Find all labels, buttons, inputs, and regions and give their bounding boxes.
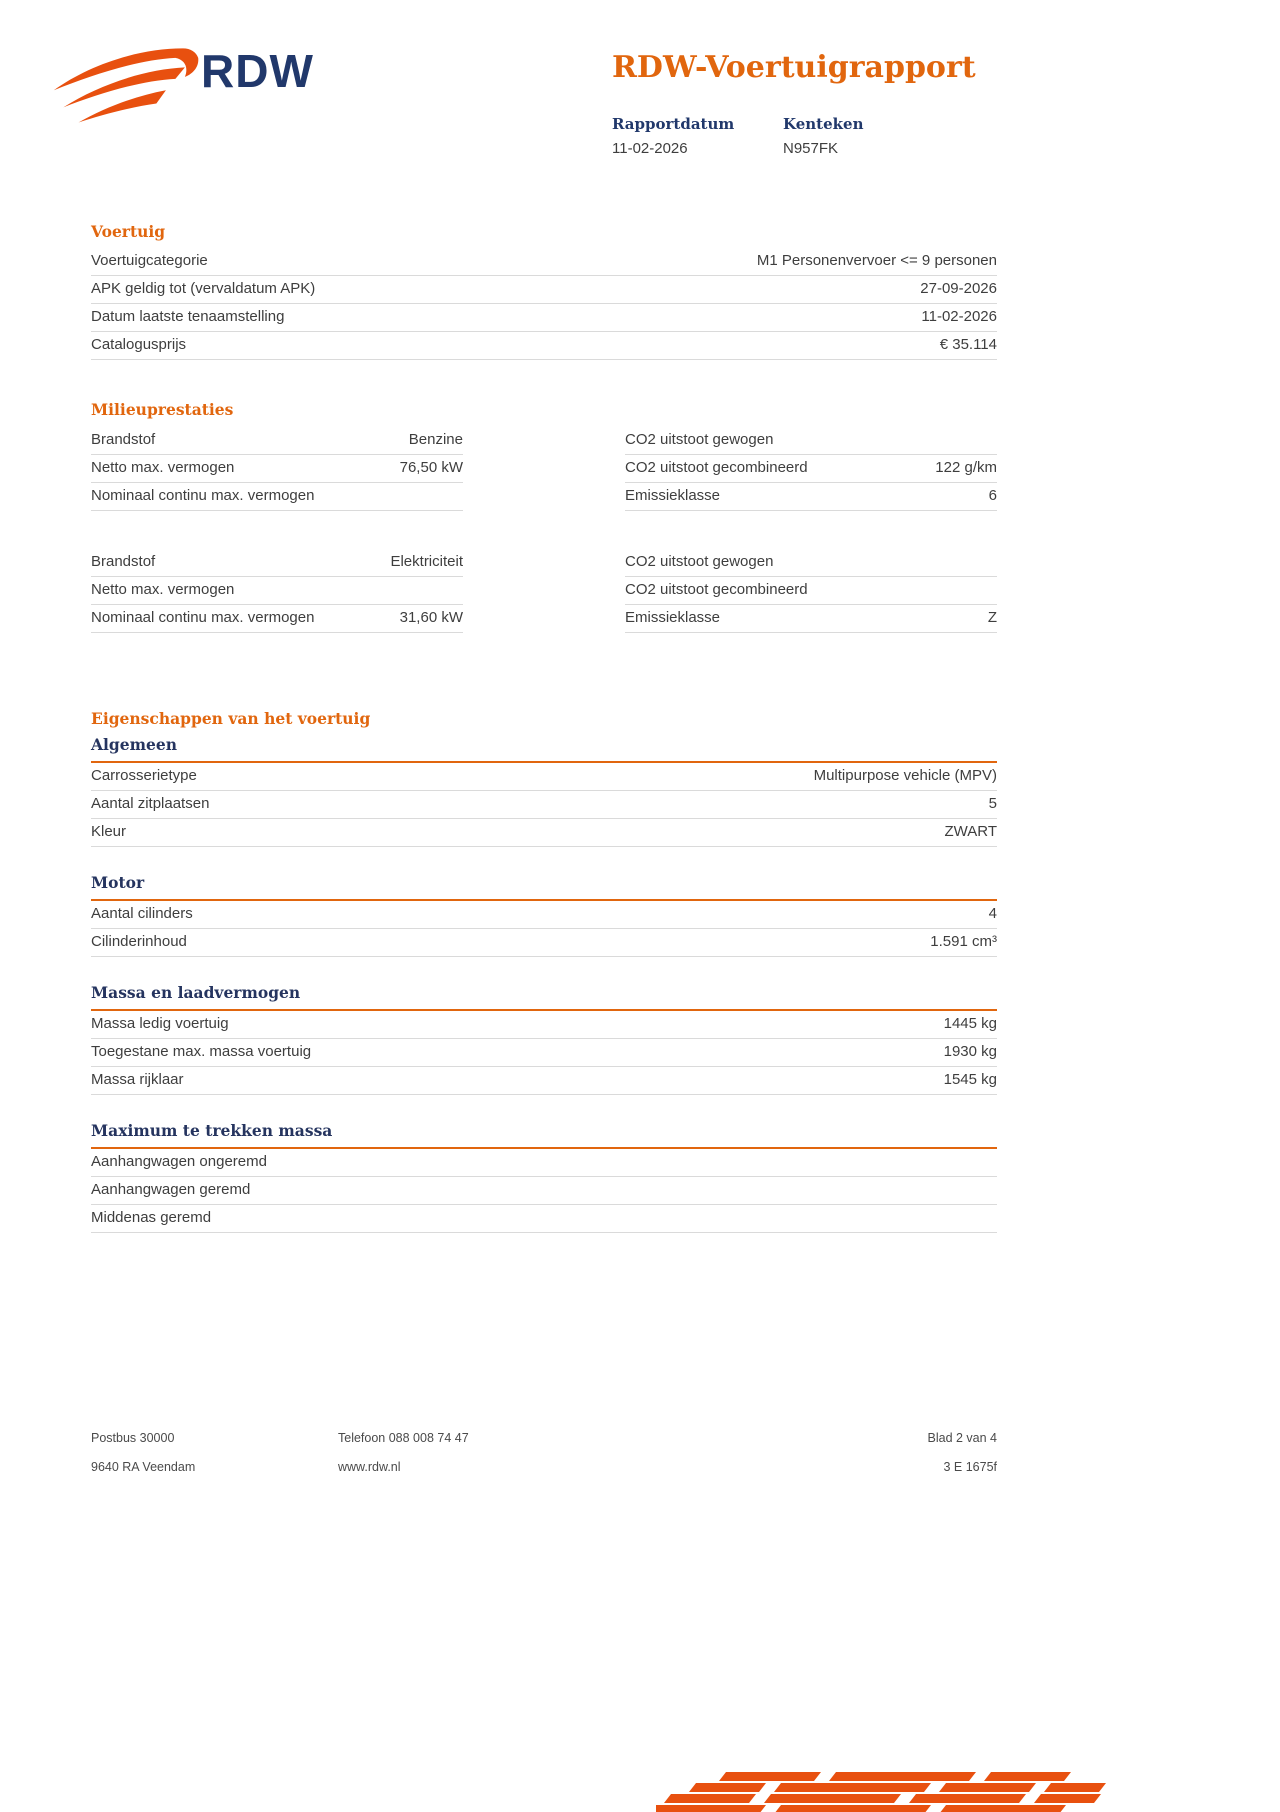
row-label: Massa rijklaar	[91, 1071, 184, 1088]
row-label: Carrosserietype	[91, 767, 197, 784]
row-value: Z	[987, 609, 997, 626]
row-label: Datum laatste tenaamstelling	[91, 308, 285, 325]
milieu-right-column	[625, 549, 997, 633]
rdw-logo-text: RDW	[201, 45, 314, 97]
report-date-block	[612, 115, 783, 157]
section-eigenschappen	[91, 709, 997, 1233]
table-row	[91, 427, 463, 455]
kenteken-value: N957FK	[783, 140, 839, 157]
milieu-left-column	[91, 427, 463, 511]
table-row	[91, 1067, 997, 1095]
footer-contact	[338, 1431, 469, 1489]
row-label: Aanhangwagen ongeremd	[91, 1153, 267, 1170]
milieu-block-elektriciteit	[91, 549, 997, 633]
row-value: Benzine	[408, 431, 463, 448]
row-label: Toegestane max. massa voertuig	[91, 1043, 312, 1060]
table-row	[91, 332, 997, 360]
rdw-stripes-icon	[656, 1772, 1108, 1812]
table-row	[91, 248, 997, 276]
row-label: Aanhangwagen geremd	[91, 1181, 251, 1198]
kenteken-block	[783, 115, 863, 157]
row-value: ZWART	[944, 823, 997, 840]
report-header	[0, 0, 1280, 170]
footer-address	[91, 1431, 195, 1489]
table-row	[91, 483, 463, 511]
row-label: APK geldig tot (vervaldatum APK)	[91, 280, 316, 297]
voertuig-table	[91, 248, 997, 360]
report-date-value: 11-02-2026	[612, 140, 688, 157]
row-label: CO2 uitstoot gecombineerd	[625, 581, 808, 598]
row-value: 1445 kg	[943, 1015, 997, 1032]
row-value: Elektriciteit	[390, 553, 463, 570]
row-label: Cilinderinhoud	[91, 933, 187, 950]
milieu-right-column	[625, 427, 997, 511]
row-label: Netto max. vermogen	[91, 459, 235, 476]
row-value: 6	[988, 487, 997, 504]
row-value: 11-02-2026	[921, 308, 997, 325]
subsection-title: Massa en laadvermogen	[91, 983, 997, 1011]
report-title: RDW-Voertuigrapport	[612, 50, 976, 85]
table-row	[91, 1205, 997, 1233]
milieu-left-column	[91, 549, 463, 633]
row-label: Voertuigcategorie	[91, 252, 208, 269]
row-label: Emissieklasse	[625, 609, 721, 626]
row-value: 1545 kg	[943, 1071, 997, 1088]
row-value: 31,60 kW	[399, 609, 463, 626]
row-value: 4	[988, 905, 997, 922]
subsection-trekken-massa	[91, 1121, 997, 1233]
subsection-title: Motor	[91, 873, 997, 901]
row-label: Emissieklasse	[625, 487, 721, 504]
footer-code: 3 E 1675f	[943, 1460, 997, 1474]
row-label: Aantal zitplaatsen	[91, 795, 210, 812]
milieu-block-benzine	[91, 427, 997, 511]
row-label: Middenas geremd	[91, 1209, 212, 1226]
report-meta	[612, 115, 863, 157]
table-row	[91, 549, 463, 577]
table-row	[625, 605, 997, 633]
subsection-title: Algemeen	[91, 735, 997, 763]
row-value: € 35.114	[939, 336, 997, 353]
row-label: CO2 uitstoot gecombineerd	[625, 459, 808, 476]
table-row	[91, 1039, 997, 1067]
subsection-massa	[91, 983, 997, 1095]
row-label: Aantal cilinders	[91, 905, 193, 922]
row-value: 27-09-2026	[920, 280, 997, 297]
row-label: CO2 uitstoot gewogen	[625, 431, 774, 448]
table-row	[91, 276, 997, 304]
row-label: Netto max. vermogen	[91, 581, 235, 598]
table-row	[91, 763, 997, 791]
subsection-motor	[91, 873, 997, 957]
row-value: Multipurpose vehicle (MPV)	[813, 767, 997, 784]
rdw-logo-icon	[50, 34, 202, 136]
section-milieuprestaties	[91, 400, 997, 633]
row-label: Nominaal continu max. vermogen	[91, 609, 315, 626]
row-value: 5	[988, 795, 997, 812]
report-date-label: Rapportdatum	[612, 115, 735, 133]
table-row	[91, 929, 997, 957]
footer-phone: Telefoon 088 008 74 47	[338, 1431, 469, 1445]
row-label: Kleur	[91, 823, 127, 840]
section-title: Voertuig	[91, 222, 166, 241]
row-label: Nominaal continu max. vermogen	[91, 487, 315, 504]
section-voertuig	[91, 222, 997, 360]
footer-page-info	[928, 1431, 998, 1489]
table-row	[91, 901, 997, 929]
table-row	[91, 304, 997, 332]
table-row	[91, 455, 463, 483]
footer-page-number: Blad 2 van 4	[927, 1431, 997, 1445]
table-row	[91, 791, 997, 819]
section-title: Eigenschappen van het voertuig	[91, 709, 371, 728]
page-footer	[91, 1431, 997, 1495]
section-title: Milieuprestaties	[91, 400, 234, 419]
table-row	[91, 1149, 997, 1177]
row-label: Massa ledig voertuig	[91, 1015, 229, 1032]
table-row	[625, 549, 997, 577]
table-row	[625, 427, 997, 455]
table-row	[91, 1011, 997, 1039]
table-row	[625, 483, 997, 511]
subsection-algemeen	[91, 735, 997, 847]
row-value: M1 Personenvervoer <= 9 personen	[756, 252, 997, 269]
row-value: 76,50 kW	[399, 459, 463, 476]
table-row	[91, 605, 463, 633]
row-value: 122 g/km	[935, 459, 997, 476]
footer-address-line2: 9640 RA Veendam	[91, 1460, 196, 1474]
row-label: Catalogusprijs	[91, 336, 187, 353]
row-label: CO2 uitstoot gewogen	[625, 553, 774, 570]
table-row	[91, 577, 463, 605]
row-value: 1930 kg	[943, 1043, 997, 1060]
table-row	[625, 455, 997, 483]
row-label: Brandstof	[91, 553, 156, 570]
table-row	[91, 1177, 997, 1205]
row-label: Brandstof	[91, 431, 156, 448]
subsection-title: Maximum te trekken massa	[91, 1121, 997, 1149]
footer-website: www.rdw.nl	[338, 1460, 401, 1474]
footer-address-line1: Postbus 30000	[91, 1431, 175, 1445]
table-row	[91, 819, 997, 847]
row-value: 1.591 cm³	[930, 933, 997, 950]
kenteken-label: Kenteken	[783, 115, 864, 133]
report-body	[91, 222, 997, 1233]
table-row	[625, 577, 997, 605]
